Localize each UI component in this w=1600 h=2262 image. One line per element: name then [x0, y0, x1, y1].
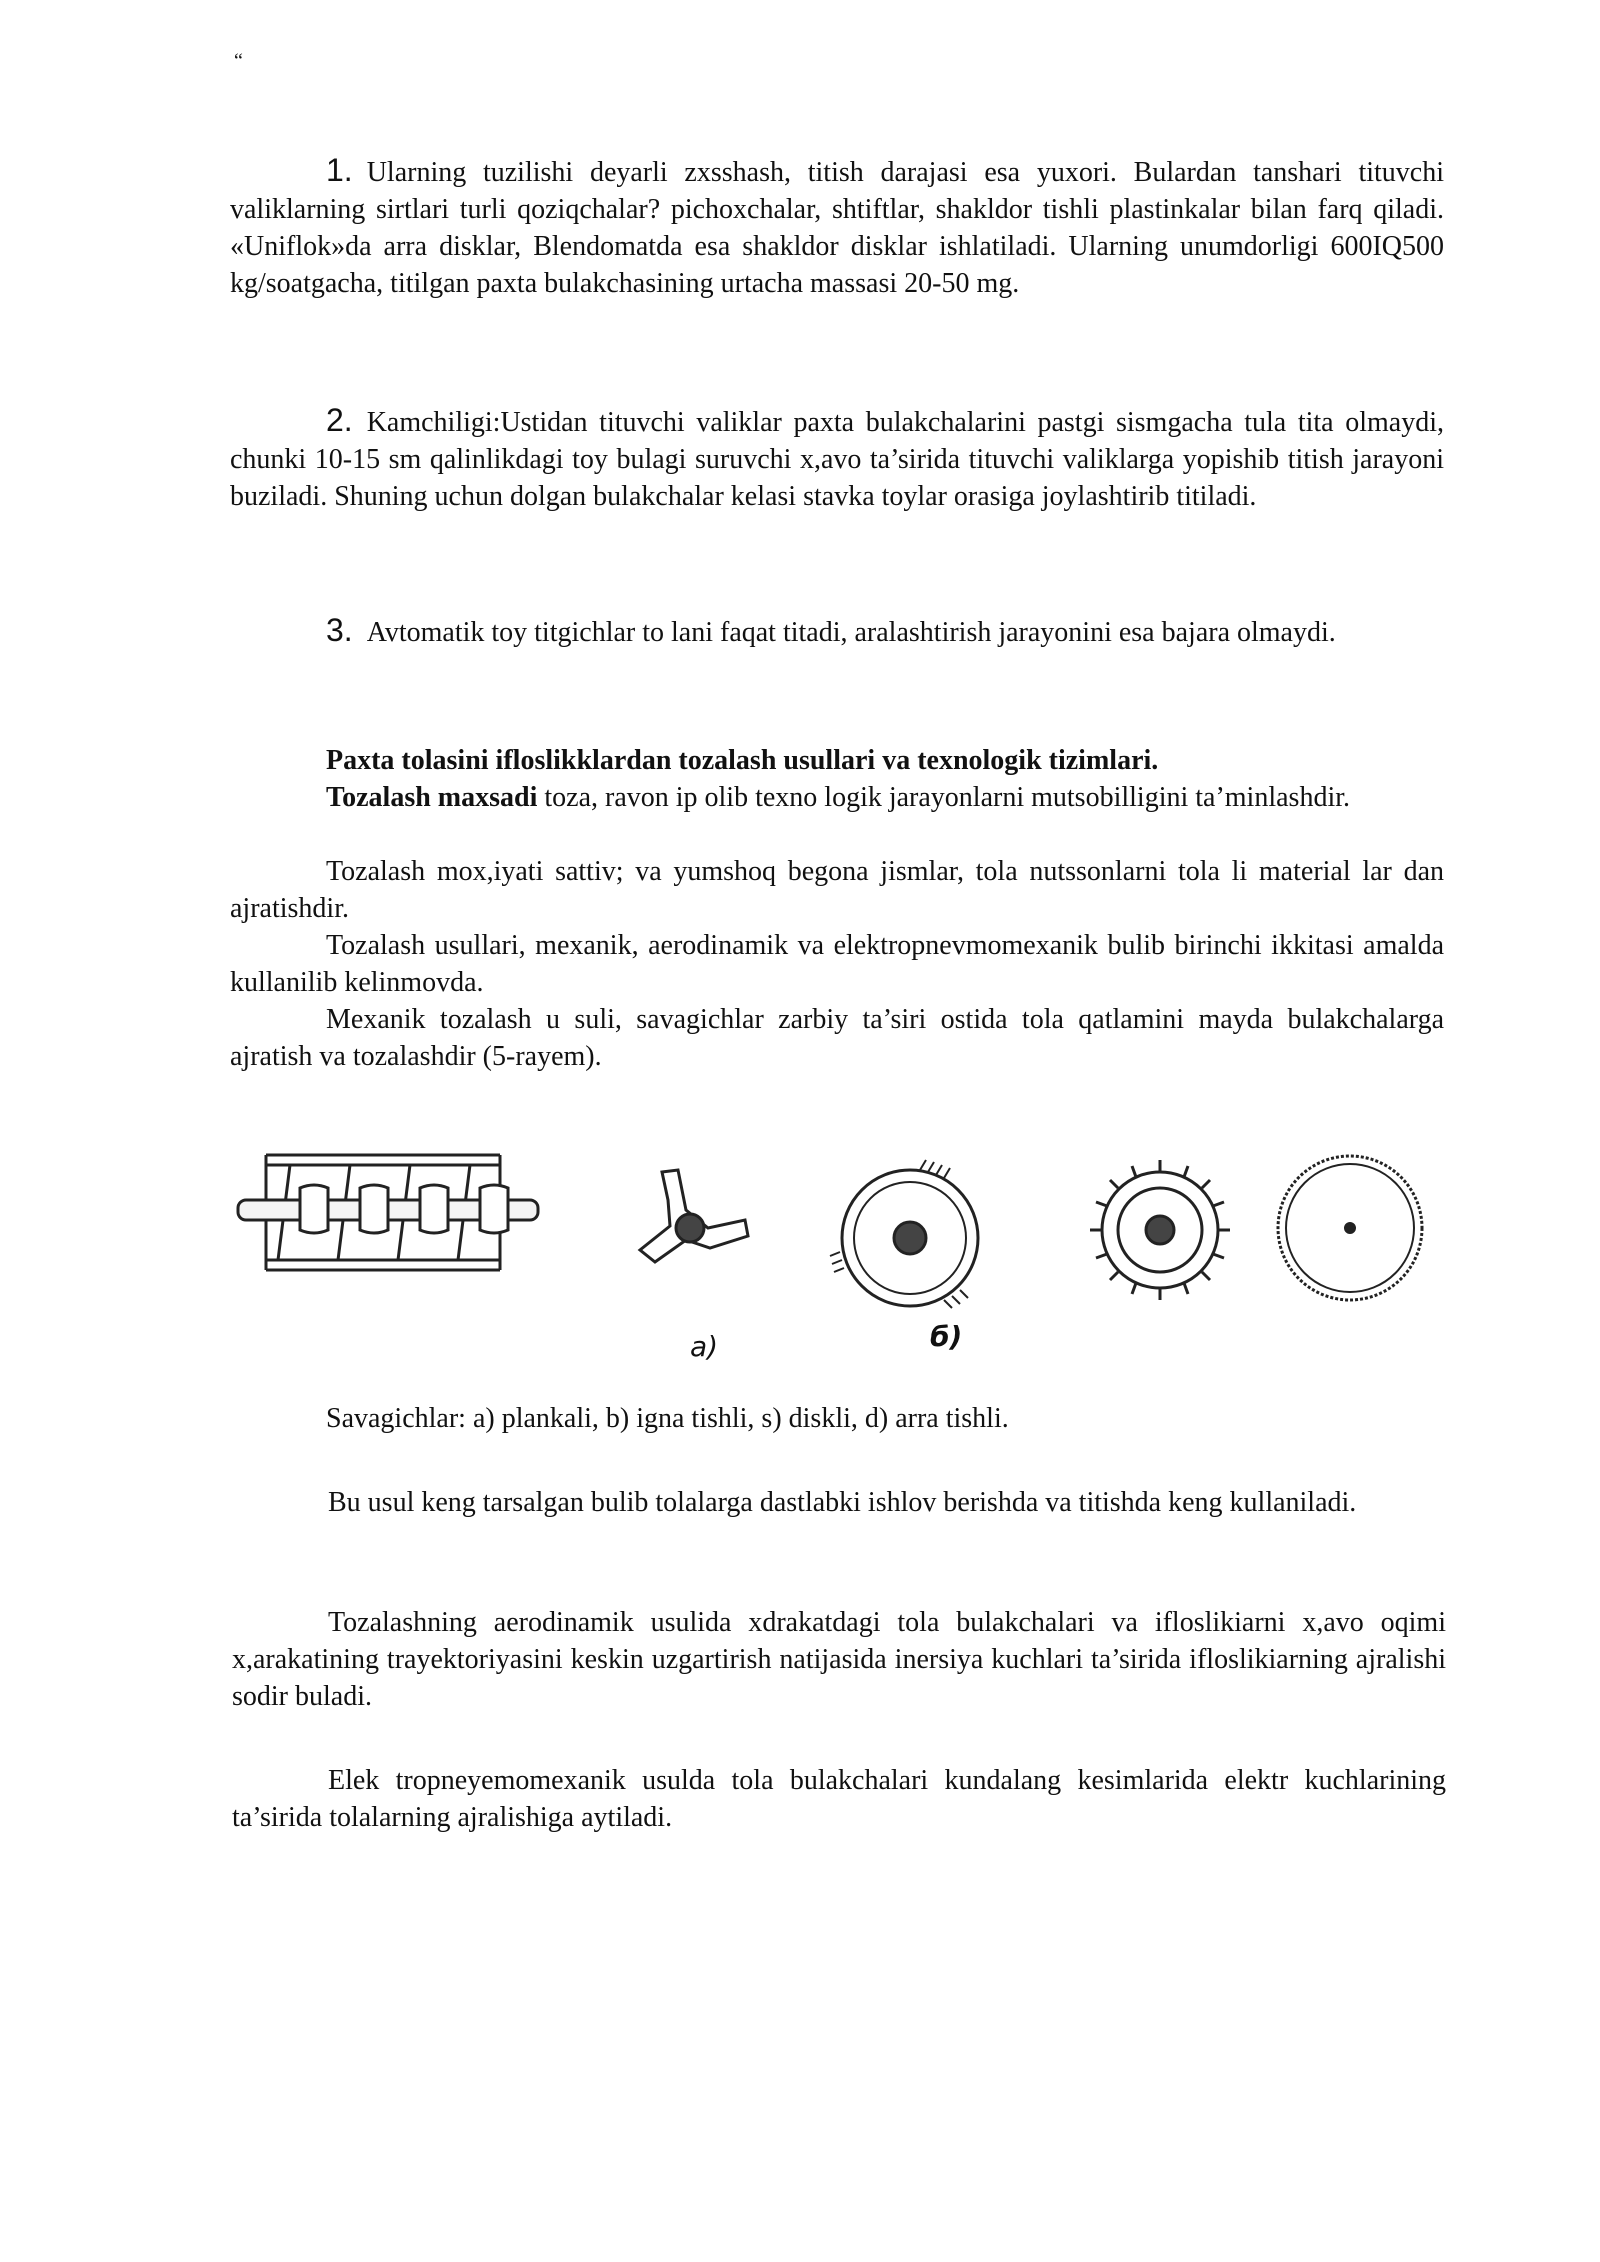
purpose-paragraph: [230, 779, 1444, 816]
item-number: 1.: [326, 152, 353, 188]
beaters-figure: [230, 1140, 1450, 1380]
paragraph-electro: Elek tropneyemomexanik usulda tola bulakchalari kundalang kesimlarida elektr kuchlarining ta’sirida tolalarning ajralishiga aytiladi.: [232, 1765, 1446, 1833]
figure-label-a: а): [690, 1330, 719, 1363]
item-number: 2.: [326, 402, 353, 438]
purpose-text: toza, ravon ip olib texno logik jarayonlarni mutsobilligini ta’minlashdir.: [537, 782, 1351, 813]
figure-label-b: б): [930, 1320, 963, 1353]
numbered-item-1: [230, 152, 1444, 302]
figure-caption: Savagichlar: a) plankali, b) igna tishli, s) diskli, d) arra tishli.: [326, 1403, 1009, 1434]
item-text: Ularning tuzilishi deyarli zxsshash, titish darajasi esa yuxori. Bulardan tanshari tituvchi valiklarning sirtlari turli qoziqchalar? pichoxchalar, shtiftlar, shakldor tishli plastinkalar bilan farq qiladi. «Uniflok»da arra disklar, Blendomatda esa shakldor disklar ishlatiladi. Ularning unumdorligi 600IQ500 kg/soatgacha, titilgan paxta bulakchasining urtacha massasi 20-50 mg.: [230, 157, 1444, 299]
item-text: Kamchiligi:Ustidan tituvchi valiklar paxta bulakchalarini pastgi sismgacha tula tita olmaydi, chunki 10-15 sm qalinlikdagi toy bulagi suruvchi x,avo ta’sirida tituvchi valiklarga yopishib titish jarayoni buziladi. Shuning uchun dolgan bulakchalar kelasi stavka toylar orasiga joylashtirib titiladi.: [230, 407, 1444, 512]
essence-paragraph: Tozalash mox,iyati sattiv; va yumshoq begona jismlar, tola nutssonlarni tola li material lar dan ajratishdir.: [230, 856, 1444, 924]
three-blade-beater-drawing: [640, 1170, 748, 1262]
numbered-item-3: [230, 612, 1444, 651]
item-text: Avtomatik toy titgichlar to lani faqat titadi, aralashtirish jarayonini esa bajara olmaydi.: [366, 617, 1336, 648]
needle-beater-drawing: [830, 1160, 978, 1308]
beaters-drawing: [230, 1140, 1450, 1380]
paragraph-aerodynamic: Tozalashning aerodinamik usulida xdrakatdagi tola bulakchalari va ifloslikiarni x,avo oqimi x,arakatining trayektoriyasini keskin uzgartirish natijasida inersiya kuchlari ta’sirida ifloslikiarning ajralishi sodir buladi.: [232, 1607, 1446, 1712]
paragraph-usage: Bu usul keng tarsalgan bulib tolalarga dastlabki ishlov berishda va titishda keng kullaniladi.: [328, 1487, 1357, 1518]
methods-paragraph: Tozalash usullari, mexanik, aerodinamik va elektropnevmomexanik bulib birinchi ikkitasi amalda kullanilib kelinmovda.: [230, 930, 1444, 998]
saw-disk-beater-drawing: [1278, 1156, 1422, 1300]
item-number: 3.: [326, 612, 353, 648]
gear-beater-drawing: [1090, 1160, 1230, 1300]
plank-beater-drawing: [238, 1155, 538, 1270]
purpose-term: Tozalash maxsadi: [326, 782, 538, 813]
section-heading: Paxta tolasini ifloslikklardan tozalash usullari va texnologik tizimlari.: [326, 745, 1159, 776]
numbered-item-2: [230, 402, 1444, 515]
top-quote-mark: “: [234, 50, 243, 72]
mechanical-paragraph: Mexanik tozalash u suli, savagichlar zarbiy ta’siri ostida tola qatlamini mayda bulakchalarga ajratish va tozalashdir (5-rayem).: [230, 1004, 1444, 1072]
